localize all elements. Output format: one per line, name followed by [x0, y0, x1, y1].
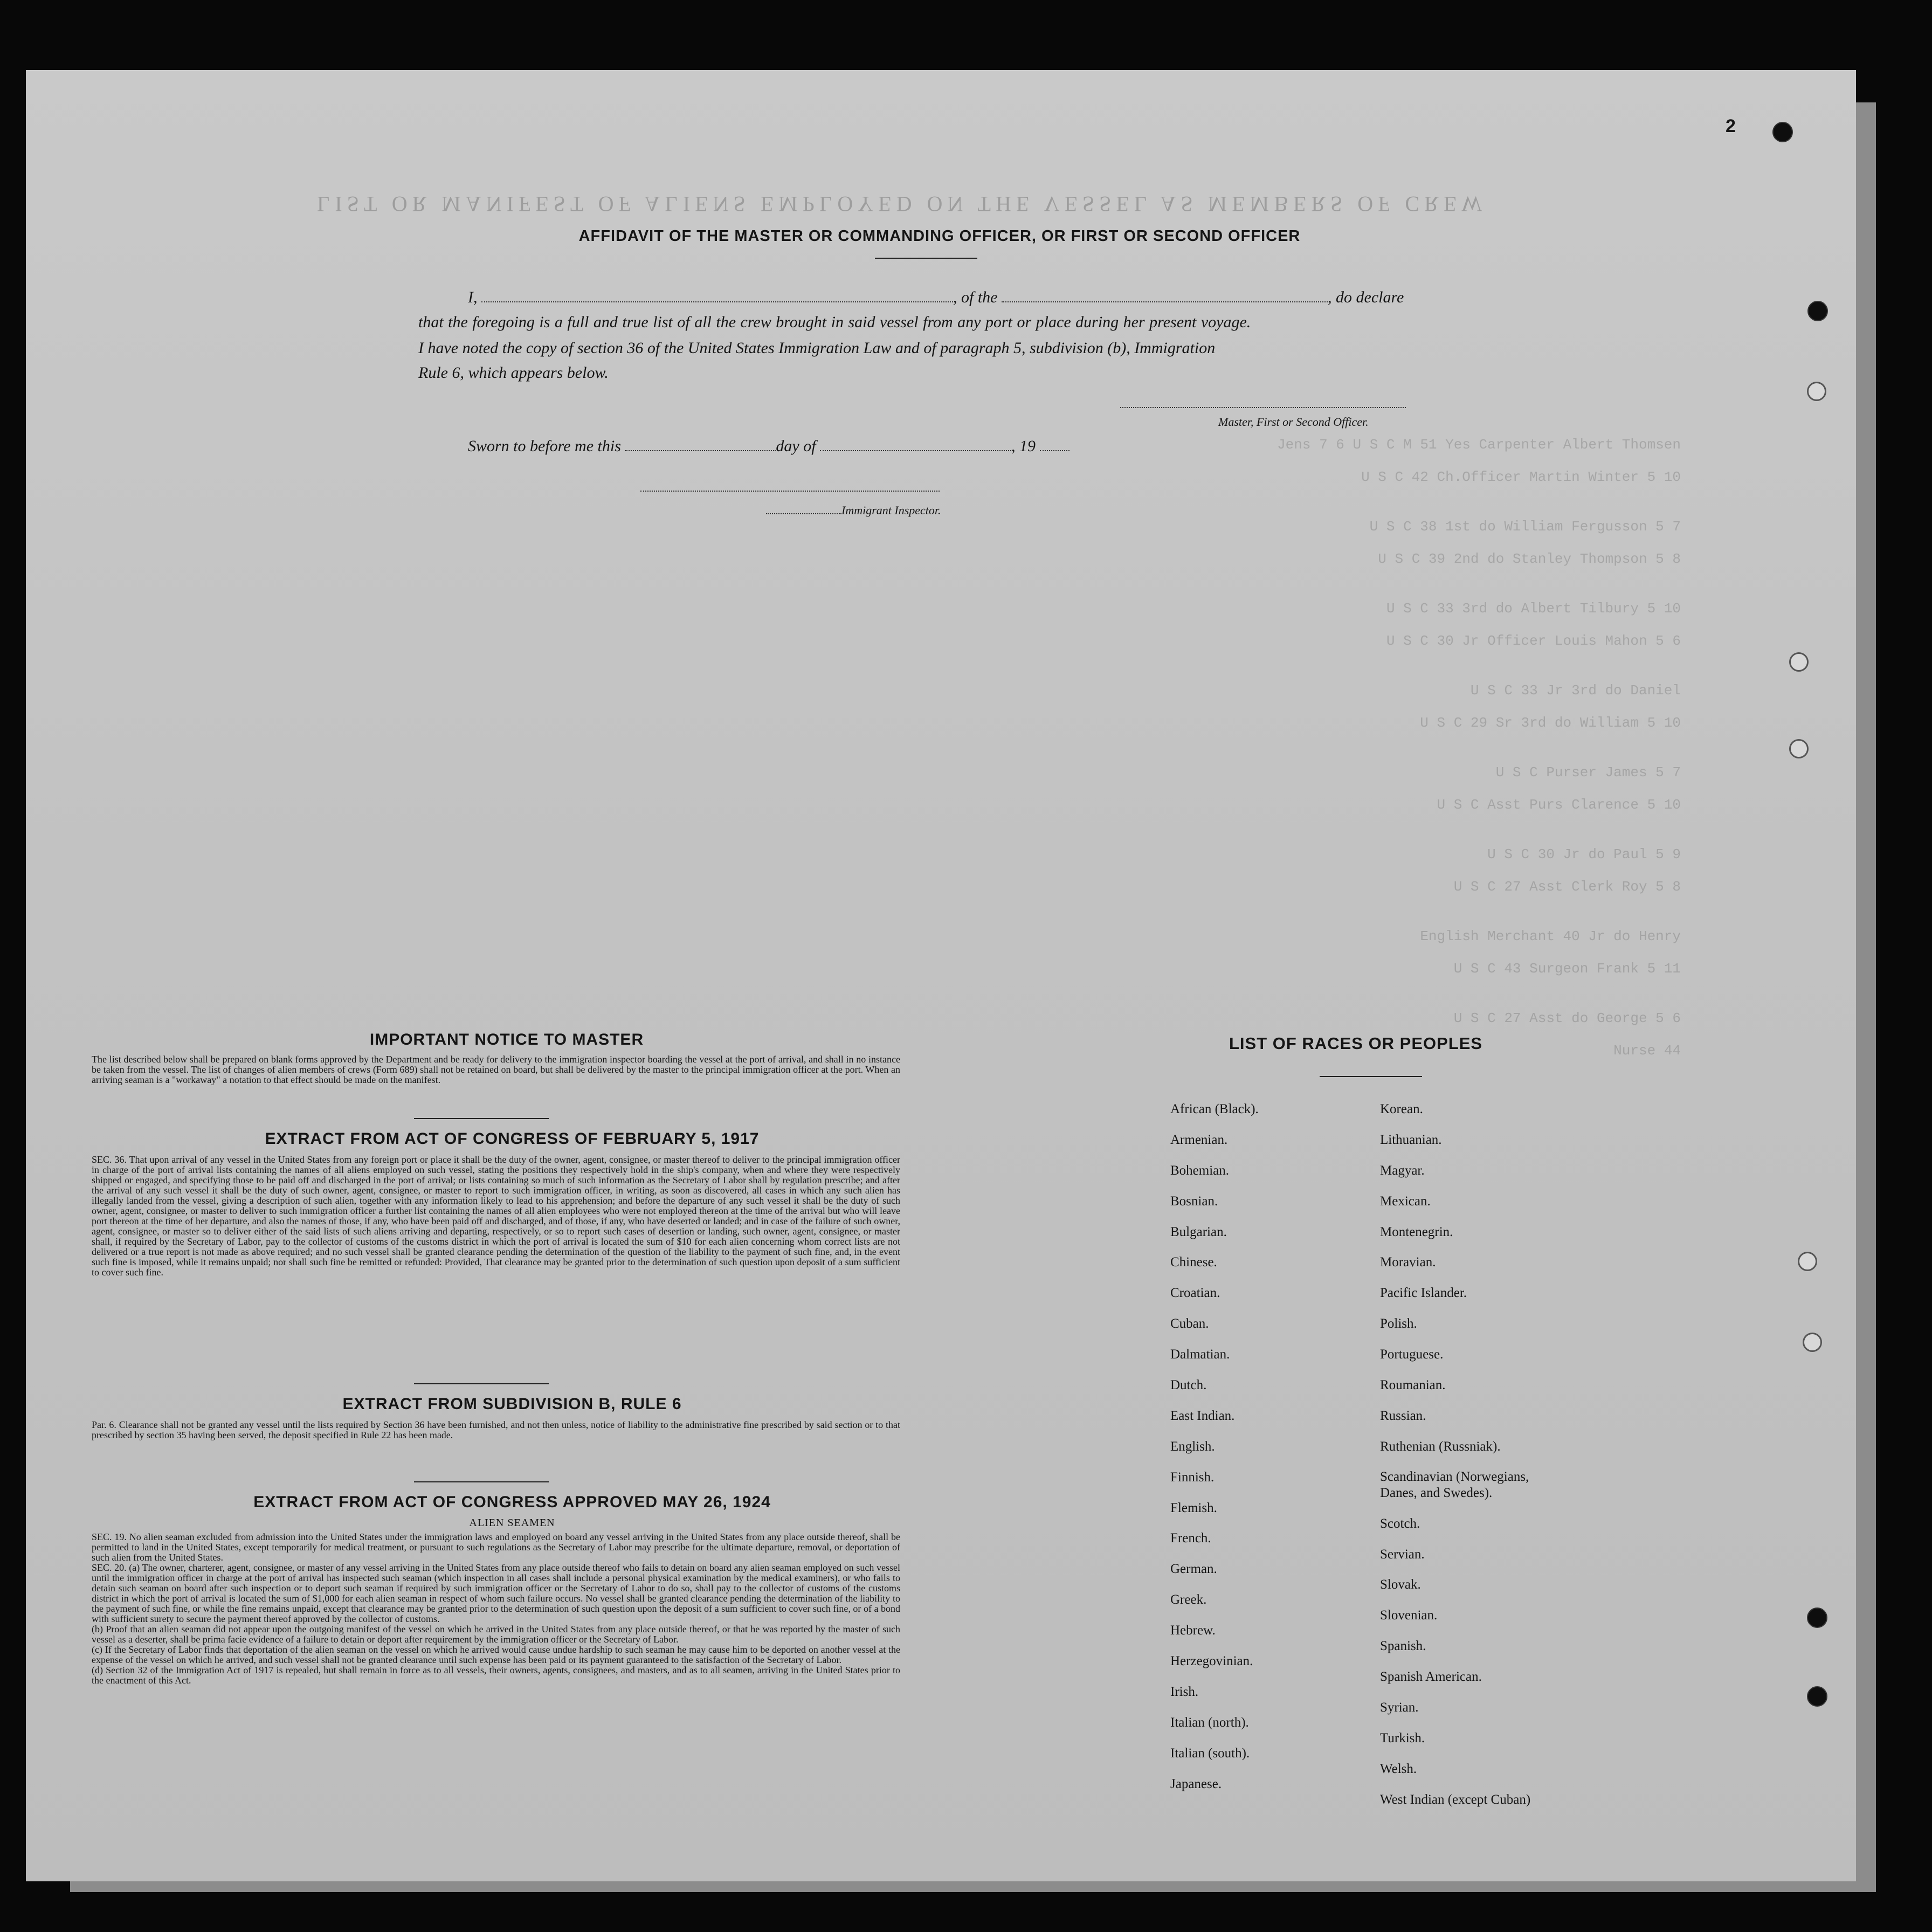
bleed-through-row: U S C 33 Jr 3rd do Daniel	[1470, 682, 1681, 699]
race-item: Bohemian.	[1170, 1163, 1230, 1178]
race-item: West Indian (except Cuban)	[1380, 1792, 1531, 1807]
sworn-year: , 19	[1011, 437, 1036, 455]
race-item: Servian.	[1380, 1547, 1425, 1562]
race-item: Magyar.	[1380, 1163, 1425, 1178]
sec-20c: (c) If the Secretary of Labor finds that deportation of the alien seaman on the vessel on which he arrived would cause undue hardship to such seaman he may cause him to be deported on another vessel at the expense of the vessel on which he arrived, and such vessel shall not be granted clearance until such expense has been paid or its payment guaranteed to the satisfaction of the Secretary of Labor.	[92, 1644, 900, 1665]
affidavit-declaration-line	[468, 286, 1404, 309]
race-item: Italian (north).	[1170, 1715, 1249, 1730]
divider-1	[414, 1118, 549, 1119]
bleed-through-rows	[279, 437, 1681, 1092]
race-item: Scotch.	[1380, 1516, 1420, 1531]
extract-1917-body: SEC. 36. That upon arrival of any vessel in the United States from any foreign port or place it shall be the duty of the owner, agent, consignee, or master thereof to deliver to the principal immigration officer in charge of the port of arrival lists containing the names of all aliens employed on such vessel, stating the positions they respectively hold in the ship's company, when and where they were respectively shipped or engaged, and specifying those to be paid off and discharged in the port of arrival; or lists containing so much of such information as the Secretary of Labor shall by regulation prescribe; and after the arrival of any such vessel it shall be the duty of such owner, agent, consignee, or master to report to such immigration officer, in writing, as soon as discovered, all cases in which any such alien has illegally landed from the vessel, giving a description of such alien, together with any information likely to lead to his apprehension; and before the departure of any such vessel it shall be the duty of such owner, agent, consignee, or master to deliver to such immigration officer a further list containing the names of all alien employees who were not employed thereon at the time of the arrival but who will leave port thereon at the time of her departure, and also the names of those, if any, who have been paid off and discharged, and of those, if any, who have deserted or landed; and in case of the failure of such owner, agent, consignee, or master so to deliver either of the said lists of such aliens arriving and departing, respectively, or so to report such cases of desertion or landing, such owner, agent, consignee, or master shall, if required by the Secretary of Labor, pay to the collector of customs of the customs district in which the port of arrival is located the sum of $10 for each alien concerning whom correct lists are not delivered or a true report is not made as above required; and no such vessel shall be granted clearance pending the determination of the question of the liability to the payment of such fine, and, in the event such fine is imposed, while it remains unpaid; nor shall such fine be remitted or refunded: Provided, That clearance may be granted prior to the determination of such question upon deposit of a sum sufficient to cover such fine.	[92, 1154, 900, 1278]
race-item: English.	[1170, 1439, 1215, 1454]
binder-hole	[1772, 122, 1793, 142]
race-item: Montenegrin.	[1380, 1224, 1453, 1239]
race-item: Slovak.	[1380, 1577, 1421, 1592]
manifest-page	[26, 70, 1856, 1881]
races-left-column	[1170, 1094, 1259, 1799]
race-item: German.	[1170, 1562, 1217, 1577]
race-item: Finnish.	[1170, 1469, 1215, 1485]
binder-hole	[1789, 652, 1809, 672]
race-item: Lithuanian.	[1380, 1132, 1442, 1147]
race-item: Turkish.	[1380, 1730, 1425, 1745]
bleed-through-row: 7 5 U S C 38 1st do William Fergusson	[1369, 519, 1681, 535]
race-item: East Indian.	[1170, 1408, 1235, 1423]
affidavit-line-4: Rule 6, which appears below.	[418, 364, 609, 382]
bleed-through-row: 9 5 U S C 30 Jr do Paul	[1487, 846, 1681, 862]
sec-19: SEC. 19. No alien seaman excluded from admission into the United States under the immigration laws and employed on board any vessel arriving in the United States from any place outside thereof, shall be permitted to land in the United States, except temporarily for medical treatment, or pursuant to such regulations as the Secretary of Labor may prescribe for the ultimate departure, removal, or deportation of such alien from the United States.	[92, 1531, 900, 1563]
sworn-year-blank[interactable]	[1040, 446, 1070, 451]
extract-1924-subtitle: ALIEN SEAMEN	[469, 1517, 555, 1529]
race-item: Portuguese.	[1380, 1347, 1444, 1362]
bleed-through-row: 8 5 U S C 39 2nd do Stanley Thompson	[1378, 551, 1681, 567]
race-item: French.	[1170, 1531, 1211, 1546]
race-item: Dutch.	[1170, 1378, 1207, 1393]
bleed-through-row: 8 5 U S C 27 Asst Clerk Roy	[1453, 879, 1681, 895]
notice-title: IMPORTANT NOTICE TO MASTER	[369, 1031, 644, 1048]
sworn-day-blank[interactable]	[625, 446, 776, 451]
sec-20b: (b) Proof that an alien seaman did not appear upon the outgoing manifest of the vessel on which he arrived in the United States from any place outside thereof, or that he was reported by the master of such vessel as a deserter, shall be prima facie evidence of a failure to detain or deport after requirement by the immigration officer or the Secretary of Labor.	[92, 1624, 900, 1645]
sec-20d: (d) Section 32 of the Immigration Act of 1917 is repealed, but shall remain in force as to all vessels, their owners, agents, consignees, and masters, and as to all seamen, arriving in the United States prior to the enactment of this Act.	[92, 1665, 900, 1686]
sworn-day-of: day of	[776, 437, 816, 455]
bleed-through-row: 6 5 U S C 30 Jr Officer Louis Mahon	[1386, 633, 1681, 649]
races-rule	[1320, 1076, 1422, 1077]
bleed-through-row: 11 5 U S C 43 Surgeon Frank	[1453, 961, 1681, 977]
inspector-dots	[766, 510, 841, 514]
affidavit-line-2: that the foregoing is a full and true list of all the crew brought in said vessel from any port or place during her present voyage.	[418, 313, 1251, 331]
inspector-label-text: Immigrant Inspector.	[841, 503, 941, 517]
extract-1924-title: EXTRACT FROM ACT OF CONGRESS APPROVED MAY 26, 1924	[253, 1493, 771, 1511]
binder-hole	[1807, 1686, 1827, 1707]
race-item: Korean.	[1380, 1102, 1423, 1116]
race-item: Irish.	[1170, 1684, 1199, 1699]
race-item: Bosnian.	[1170, 1193, 1218, 1209]
extract-1924-body	[92, 1532, 900, 1686]
race-item: Polish.	[1380, 1316, 1417, 1331]
extract-rule6-body: Par. 6. Clearance shall not be granted any vessel until the lists required by Section 36 have been furnished, and not then unless, notice of liability to the administrative fine prescribed by said section or to that prescribed by section 35 having been served, the deposit specified in Rule 22 has been made.	[92, 1419, 900, 1440]
divider-2	[414, 1383, 549, 1384]
races-title: LIST OF RACES OR PEOPLES	[1229, 1034, 1483, 1053]
race-item: Croatian.	[1170, 1286, 1220, 1301]
race-item: Hebrew.	[1170, 1623, 1216, 1638]
race-item: Spanish American.	[1380, 1669, 1482, 1685]
inspector-label	[766, 503, 941, 518]
bleed-through-header: LIST OR MANIFEST OF ALIENS EMPLOYED ON THE VESSEL AS MEMBERS OF CREW	[317, 192, 1487, 216]
race-item: Japanese.	[1170, 1776, 1222, 1791]
sworn-line	[468, 434, 1070, 458]
race-item: Bulgarian.	[1170, 1224, 1227, 1239]
bleed-through-row: English Merchant 40 Jr do Henry	[1420, 928, 1681, 944]
bleed-through-row: Jens 7 6 U S C M 51 Yes Carpenter Albert Thomsen	[1277, 437, 1681, 453]
binder-hole	[1807, 1607, 1827, 1628]
race-item: Russian.	[1380, 1408, 1426, 1423]
affidavit-title: AFFIDAVIT OF THE MASTER OR COMMANDING OFFICER, OR FIRST OR SECOND OFFICER	[578, 227, 1301, 245]
race-item: Dalmatian.	[1170, 1347, 1230, 1362]
divider-3	[414, 1481, 549, 1482]
binder-hole	[1798, 1252, 1817, 1271]
bleed-through-row: 10 5 U S C 29 Sr 3rd do William	[1420, 715, 1681, 731]
bleed-through-row: 10 5 U S C 42 Ch.Officer Martin Winter	[1361, 469, 1681, 485]
race-item: Syrian.	[1380, 1700, 1419, 1715]
bleed-through-row: 10 5 U S C Asst Purs Clarence	[1437, 797, 1681, 813]
binder-hole	[1789, 739, 1809, 758]
races-right-column	[1380, 1094, 1530, 1816]
bleed-through-row: 10 5 U S C 33 3rd do Albert Tilbury	[1386, 601, 1681, 617]
race-item: Ruthenian (Russniak).	[1380, 1439, 1501, 1454]
race-item: Spanish.	[1380, 1639, 1426, 1654]
sec-20a: SEC. 20. (a) The owner, charterer, agent, consignee, or master of any vessel arriving in the United States from any place outside thereof who fails to detain on board any alien seaman employed on such vessel until the immigration officer in charge at the port of arrival has inspected such seaman (which inspection in all cases shall include a personal physical examination by the medical examiners), or who fails to detain such seaman on board after such inspection or to deport such seaman if required by such immigration officer or the Secretary of Labor to do so, shall pay to the collector of customs of the customs district in which the port of arrival is located the sum of $1,000 for each alien seaman in respect of whom such failure occurs. No vessel shall be granted clearance pending the determination of the liability to the payment of such fine, or while the fine remains unpaid, except that clearance may be granted prior to the determination of such question upon the deposit of a sum sufficient to cover such fine, or of a bond with sufficient surety to secure the payment thereof approved by the collector of customs.	[92, 1562, 900, 1624]
affidavit-declare: , do declare	[1328, 288, 1404, 306]
bleed-through-row: 7 5 U S C Purser James	[1495, 764, 1681, 781]
notice-body: The list described below shall be prepared on blank forms approved by the Department and be ready for delivery to the immigration inspector boarding the vessel at the port of arrival, and shall in no instance be taken from the vessel. The list of changes of alien members of crews (Form 689) shall not be retained on board, but shall be delivered by the master to the principal immigration officer at the port. When an arriving seaman is a "workaway" a notation to that effect should be made on the manifest.	[92, 1054, 900, 1085]
affidavit-of-the: , of the	[953, 288, 998, 306]
title-rule	[875, 258, 977, 259]
race-item: Cuban.	[1170, 1316, 1209, 1331]
race-item: Roumanian.	[1380, 1378, 1446, 1393]
race-item: Armenian.	[1170, 1132, 1228, 1147]
extract-1917-title: EXTRACT FROM ACT OF CONGRESS OF FEBRUARY 5, 1917	[265, 1130, 760, 1148]
binder-hole	[1803, 1333, 1822, 1352]
race-item: Chinese.	[1170, 1255, 1217, 1270]
extract-rule6-title: EXTRACT FROM SUBDIVISION B, RULE 6	[342, 1395, 682, 1413]
race-item: African (Black).	[1170, 1102, 1259, 1116]
race-item: Pacific Islander.	[1380, 1286, 1467, 1301]
race-item: Welsh.	[1380, 1761, 1417, 1776]
binder-hole	[1807, 382, 1826, 401]
race-item: Italian (south).	[1170, 1745, 1250, 1761]
binder-hole	[1807, 301, 1828, 321]
signature-label: Master, First or Second Officer.	[1218, 415, 1369, 429]
race-item: Mexican.	[1380, 1193, 1431, 1209]
vessel-blank[interactable]	[1002, 297, 1328, 302]
bleed-through-row: 6 5 U S C 27 Asst do George	[1453, 1010, 1681, 1026]
bleed-through-row: 44 Nurse	[1613, 1043, 1681, 1059]
race-item: Greek.	[1170, 1592, 1207, 1607]
race-item: Flemish.	[1170, 1500, 1217, 1515]
sworn-prefix: Sworn to before me this	[468, 437, 621, 455]
race-item: Slovenian.	[1380, 1608, 1438, 1623]
race-item: Danes, and Swedes).	[1380, 1485, 1493, 1500]
inspector-signature-line[interactable]	[640, 491, 940, 492]
page-number: 2	[1726, 116, 1736, 136]
affidavit-line-3: I have noted the copy of section 36 of the United States Immigration Law and of paragraph 5, subdivision (b), Immigration	[418, 339, 1216, 357]
affidavit-i: I,	[468, 288, 478, 306]
race-item: Herzegovinian.	[1170, 1654, 1253, 1669]
name-blank[interactable]	[481, 297, 953, 302]
race-item: Moravian.	[1380, 1255, 1436, 1270]
signature-line[interactable]	[1120, 407, 1406, 408]
race-item: Scandinavian (Norwegians,	[1380, 1469, 1529, 1484]
sworn-month-blank[interactable]	[820, 446, 1011, 451]
